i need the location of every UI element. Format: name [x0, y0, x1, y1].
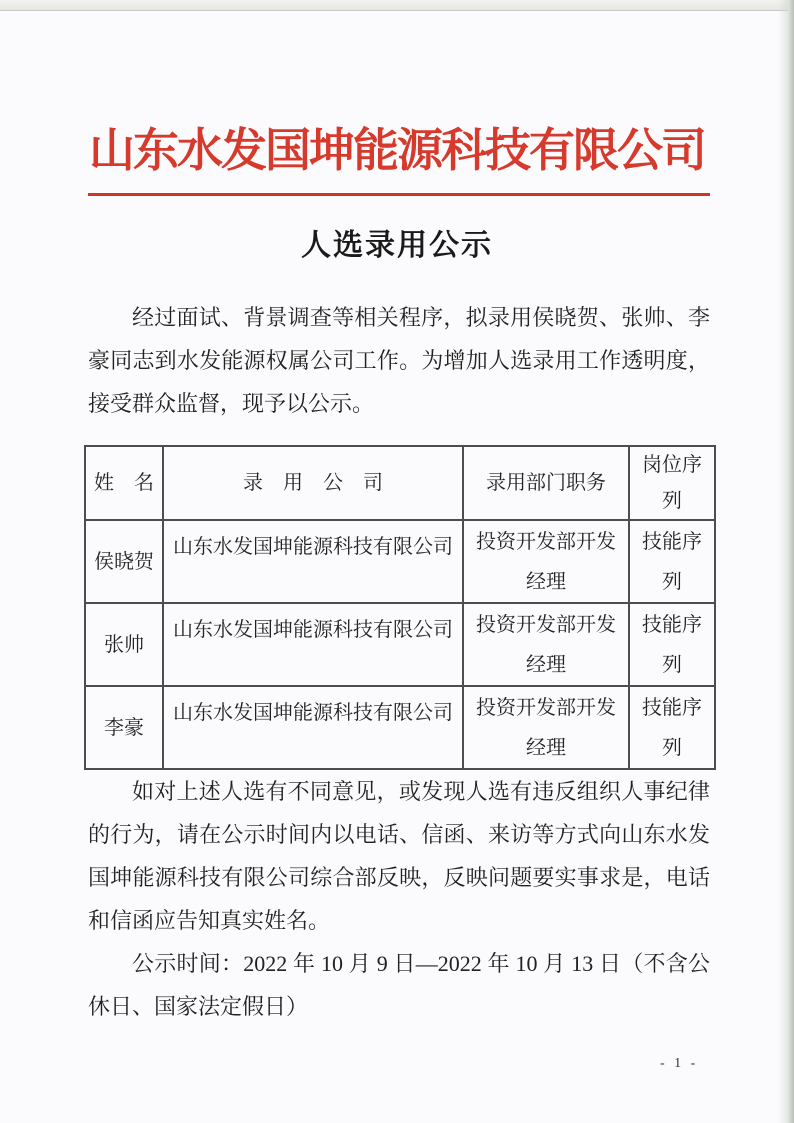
cell-company: 山东水发国坤能源科技有限公司	[163, 520, 463, 603]
table-row	[85, 520, 715, 603]
cell-company: 山东水发国坤能源科技有限公司	[163, 603, 463, 686]
cell-name: 李豪	[85, 686, 163, 769]
cell-company: 山东水发国坤能源科技有限公司	[163, 686, 463, 769]
column-header-company: 录 用 公 司	[163, 446, 463, 520]
table-header-row	[85, 446, 715, 520]
company-title: 山东水发国坤能源科技有限公司	[89, 125, 705, 176]
page-number: - 1 -	[660, 1056, 699, 1071]
cell-name: 侯晓贺	[85, 520, 163, 603]
publicity-period-paragraph: 公示时间：2022 年 10 月 9 日—2022 年 10 月 13 日（不含公休日、国家法定假日）	[88, 951, 710, 1019]
hiring-table	[84, 445, 716, 770]
column-header-sequence: 岗位序列	[629, 446, 715, 520]
cell-name: 张帅	[85, 603, 163, 686]
table-row	[85, 686, 715, 769]
column-header-name: 姓 名	[85, 446, 163, 520]
cell-sequence: 技能序列	[629, 520, 715, 603]
cell-sequence: 技能序列	[629, 603, 715, 686]
table-row	[85, 603, 715, 686]
document-title: 人选录用公示	[301, 229, 493, 262]
cell-position: 投资开发部开发经理	[463, 520, 629, 603]
intro-paragraph: 经过面试、背景调查等相关程序，拟录用侯晓贺、张帅、李豪同志到水发能源权属公司工作。为增加人选录用工作透明度，接受群众监督，现予以公示。	[88, 305, 710, 416]
cell-position: 投资开发部开发经理	[463, 603, 629, 686]
cell-position: 投资开发部开发经理	[463, 686, 629, 769]
column-header-position: 录用部门职务	[463, 446, 629, 520]
closing-text-block	[88, 770, 710, 1028]
cell-sequence: 技能序列	[629, 686, 715, 769]
scan-edge-top	[0, 0, 794, 11]
objection-paragraph: 如对上述人选有不同意见，或发现人选有违反组织人事纪律的行为，请在公示时间内以电话、信函、来访等方式向山东水发国坤能源科技有限公司综合部反映，反映问题要实事求是，电话和信函应告知真实姓名。	[88, 779, 710, 933]
title-divider-line	[88, 193, 710, 196]
